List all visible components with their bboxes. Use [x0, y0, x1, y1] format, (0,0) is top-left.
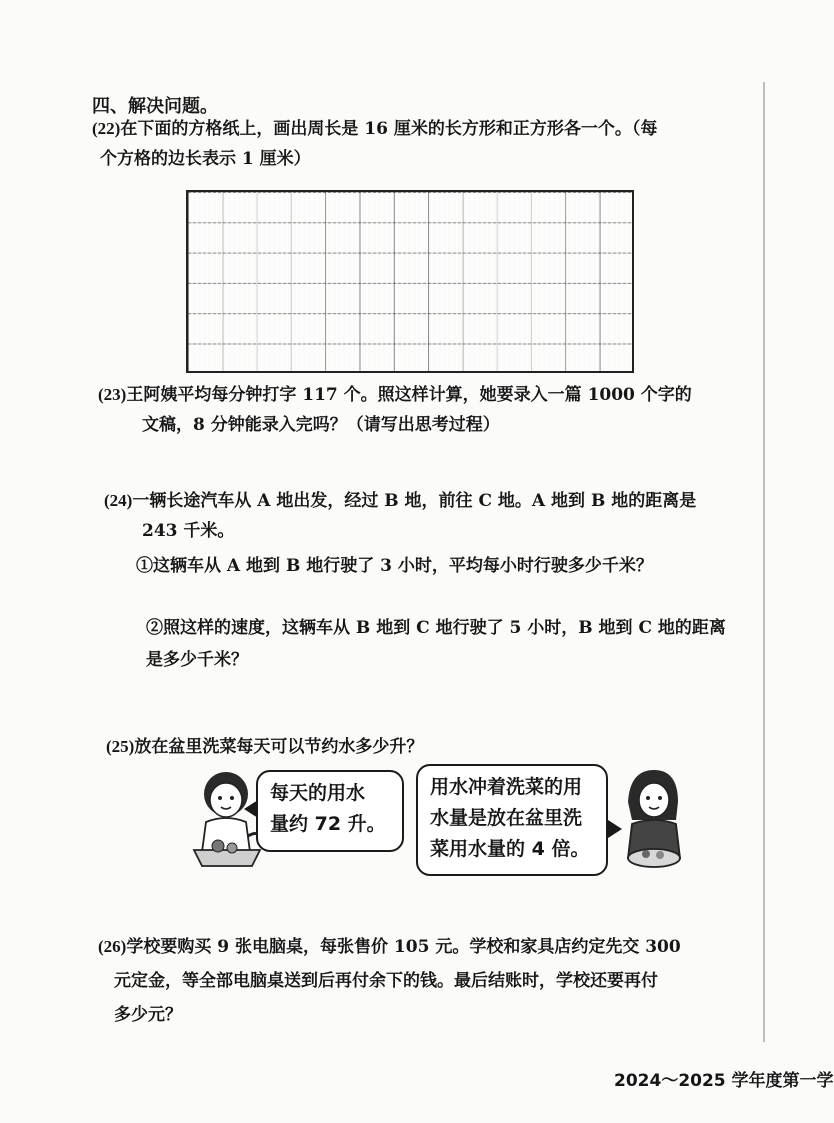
bubble-text: 每天的用水: [270, 782, 366, 804]
bubble-text: 菜用水量的 4 倍。: [430, 838, 590, 860]
question-number: (25): [106, 737, 135, 756]
speech-bubble-right: [416, 764, 608, 876]
bubble-text: 用水冲着洗菜的用: [430, 776, 583, 798]
margin-rule: [763, 82, 765, 1042]
question-24: [104, 486, 696, 546]
girl-with-basin-illustration: [612, 762, 692, 872]
bubble-text: 量约 72 升。: [270, 813, 386, 835]
question-text: 一辆长途汽车从 A 地出发，经过 B 地，前往 C 地。A 地到 B 地的距离是: [132, 491, 697, 511]
question-number: (23): [98, 385, 127, 404]
question-text: 元定金，等全部电脑桌送到后再付余下的钱。最后结账时，学校还要再付: [114, 971, 658, 991]
subquestion-24-1: ①这辆车从 A 地到 B 地行驶了 3 小时，平均每小时行驶多少千米？: [136, 556, 653, 576]
question-text: 王阿姨平均每分钟打字 117 个。照这样计算，她要录入一篇 1000 个字的: [126, 385, 692, 405]
question-25: [106, 732, 423, 762]
question-number: (26): [98, 937, 127, 956]
question-text: 放在盆里洗菜每天可以节约水多少升？: [134, 737, 424, 757]
question-number: (22): [92, 119, 121, 138]
section-title: 四、解决问题。: [92, 96, 218, 117]
question-text: 个方格的边长表示 1 厘米）: [100, 149, 311, 169]
question-text: 文稿，8 分钟能录入完吗？（请写出思考过程）: [142, 415, 500, 435]
square-grid-paper[interactable]: [186, 190, 634, 373]
speech-bubble-left: [256, 770, 404, 852]
question-22: [92, 114, 657, 174]
question-number: (24): [104, 491, 133, 510]
question-text: 学校要购买 9 张电脑桌，每张售价 105 元。学校和家具店约定先交 300: [126, 937, 681, 957]
question-text: 243 千米。: [142, 521, 235, 541]
question-text: 在下面的方格纸上，画出周长是 16 厘米的长方形和正方形各一个。（每: [120, 119, 658, 139]
question-26: [98, 930, 681, 1032]
question-text: 多少元？: [114, 1005, 182, 1025]
subquestion-text: ②照这样的速度，这辆车从 B 地到 C 地行驶了 5 小时，B 地到 C 地的距离: [146, 618, 726, 638]
subquestion-24-2: [146, 612, 726, 676]
footer-school-year: 2024～2025 学年度第一学: [614, 1071, 834, 1091]
question-23: [98, 380, 692, 440]
bubble-text: 水量是放在盆里洗: [430, 807, 583, 829]
subquestion-text: 是多少千米？: [146, 650, 248, 670]
